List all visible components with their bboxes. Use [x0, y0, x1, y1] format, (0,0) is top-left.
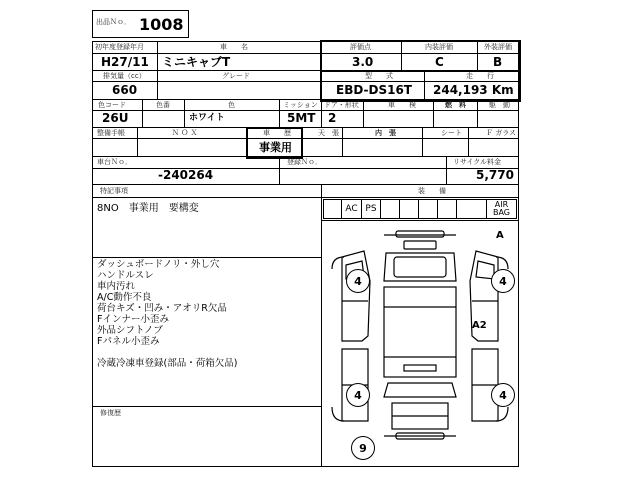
grid-line — [279, 99, 280, 127]
repair-history-label: 修復歴 — [100, 409, 121, 417]
equipment-cell-ac: AC — [341, 199, 362, 219]
color-number-label: 色番 — [156, 101, 170, 109]
interior-score-label: 内装評価 — [425, 43, 453, 51]
grid-line — [433, 99, 434, 127]
grid-line — [92, 184, 519, 185]
grade-label: グレード — [222, 72, 250, 80]
grid-line — [446, 156, 447, 184]
seat-label: シート — [441, 129, 462, 137]
grid-line — [92, 156, 519, 157]
chassis-number-label: 車台Ｎｏ． — [97, 158, 132, 166]
history-value: 事業用 — [259, 141, 292, 154]
lot-number-value: 1008 — [139, 15, 184, 34]
color-code-value: 26U — [102, 111, 129, 125]
color-value: ホワイト — [189, 113, 225, 123]
model-value: EBD-DS16T — [336, 83, 412, 97]
transmission-label: ミッション — [283, 101, 318, 109]
doors-value: 2 — [328, 111, 337, 125]
grid-line — [342, 127, 343, 156]
equipment-label: 装 備 — [418, 187, 446, 195]
grid-line — [363, 99, 364, 127]
remark-line: 外品シフトノブ — [97, 325, 163, 336]
grid-line — [92, 257, 321, 258]
remark-line: Fインナー小歪み — [97, 314, 169, 325]
roof-lining-label: 天 張 — [318, 129, 339, 137]
equipment-cell — [380, 199, 400, 219]
grid-line — [92, 168, 519, 169]
displacement-value: 660 — [112, 83, 138, 97]
displacement-label: 排気量（cc） — [103, 72, 146, 80]
equipment-cell — [323, 199, 342, 219]
equipment-cell — [437, 199, 457, 219]
remarks-top-line: 8NO 事業用 要構変 — [97, 203, 199, 214]
grid-line — [422, 127, 423, 156]
fuel-label: 燃 料 — [445, 101, 466, 109]
lot-number-label: 出品Ｎｏ． — [96, 18, 131, 26]
grid-line — [137, 127, 138, 156]
first-reg-value: H27/11 — [101, 55, 149, 69]
remark-line: ハンドルスレ — [97, 270, 154, 281]
grid-line — [92, 466, 519, 467]
drive-label: 駆 動 — [489, 101, 510, 109]
mileage-value: 244,193 Km — [433, 83, 514, 97]
tire-front-left: 4 — [346, 269, 370, 293]
interior-lining-label: 内 張 — [375, 129, 396, 137]
recycle-fee-value: 5,770 — [476, 168, 514, 182]
grid-line — [142, 99, 143, 127]
exterior-score-value: B — [493, 55, 503, 69]
grid-line — [92, 41, 93, 467]
grid-line — [184, 99, 185, 127]
remark-line: ダッシュボードノリ・外し穴 — [97, 259, 220, 270]
grid-line — [518, 41, 519, 467]
front-glass-label: Ｆ ガラス — [486, 129, 517, 137]
equipment-cell — [418, 199, 438, 219]
score-label: 評価点 — [350, 43, 371, 51]
grid-line — [468, 127, 469, 156]
remark-line: Fパネル小歪み — [97, 336, 160, 347]
registration-number-label: 登録Ｎｏ． — [287, 158, 322, 166]
grid-line — [92, 138, 519, 139]
color-code-label: 色コード — [98, 101, 126, 109]
tire-rear-left: 4 — [346, 383, 370, 407]
inspection-label: 車 検 — [388, 101, 416, 109]
grid-line — [157, 70, 158, 99]
car-body-diagram — [322, 221, 518, 466]
car-name-label: 車 名 — [220, 43, 248, 51]
damage-mark-a2: A2 — [472, 320, 487, 331]
remark-line: A/C動作不良 — [97, 292, 152, 303]
color-label: 色 — [228, 101, 235, 109]
grid-line — [92, 127, 519, 128]
exterior-score-label: 外装評価 — [484, 43, 512, 51]
grid-line — [321, 99, 322, 127]
tire-spare: 9 — [351, 436, 375, 460]
transmission-value: 5MT — [287, 111, 316, 125]
grid-line — [157, 41, 158, 70]
doors-label: ドア・形状 — [324, 101, 359, 109]
model-label: 型 式 — [365, 72, 393, 80]
nox-label: Ｎ Ｏ Ｘ — [172, 129, 198, 137]
remark-line: 荷台キズ・凹み・アオリR欠品 — [97, 303, 227, 314]
equipment-cell-airbag: AIR BAG — [486, 199, 517, 219]
recycle-fee-label: リサイクル料金 — [453, 158, 502, 166]
interior-score-value: C — [435, 55, 444, 69]
lot-number-box — [92, 10, 189, 38]
service-book-label: 整備手帳 — [97, 129, 125, 137]
chassis-number-value: -240264 — [158, 168, 214, 182]
grid-line — [477, 99, 478, 127]
equipment-cell — [456, 199, 487, 219]
tire-front-right: 4 — [491, 269, 515, 293]
remarks-label: 特記事項 — [100, 187, 128, 195]
mileage-label: 走 行 — [466, 72, 494, 80]
grid-line — [92, 406, 321, 407]
remark-extra-line: 冷蔵冷凍車登録(部品・荷箱欠品) — [97, 358, 238, 369]
remark-line: 車内汚れ — [97, 281, 136, 292]
damage-mark-a-front: A — [496, 230, 504, 241]
car-name-value: ミニキャブT — [162, 55, 231, 69]
tire-rear-right: 4 — [491, 383, 515, 407]
equipment-cell-ps: PS — [361, 199, 381, 219]
equipment-cell — [399, 199, 419, 219]
grid-line — [279, 156, 280, 184]
first-reg-label: 初年度登録年月 — [95, 43, 144, 51]
grid-line — [92, 197, 519, 198]
history-label: 車 歴 — [263, 129, 291, 137]
score-value: 3.0 — [352, 55, 374, 69]
